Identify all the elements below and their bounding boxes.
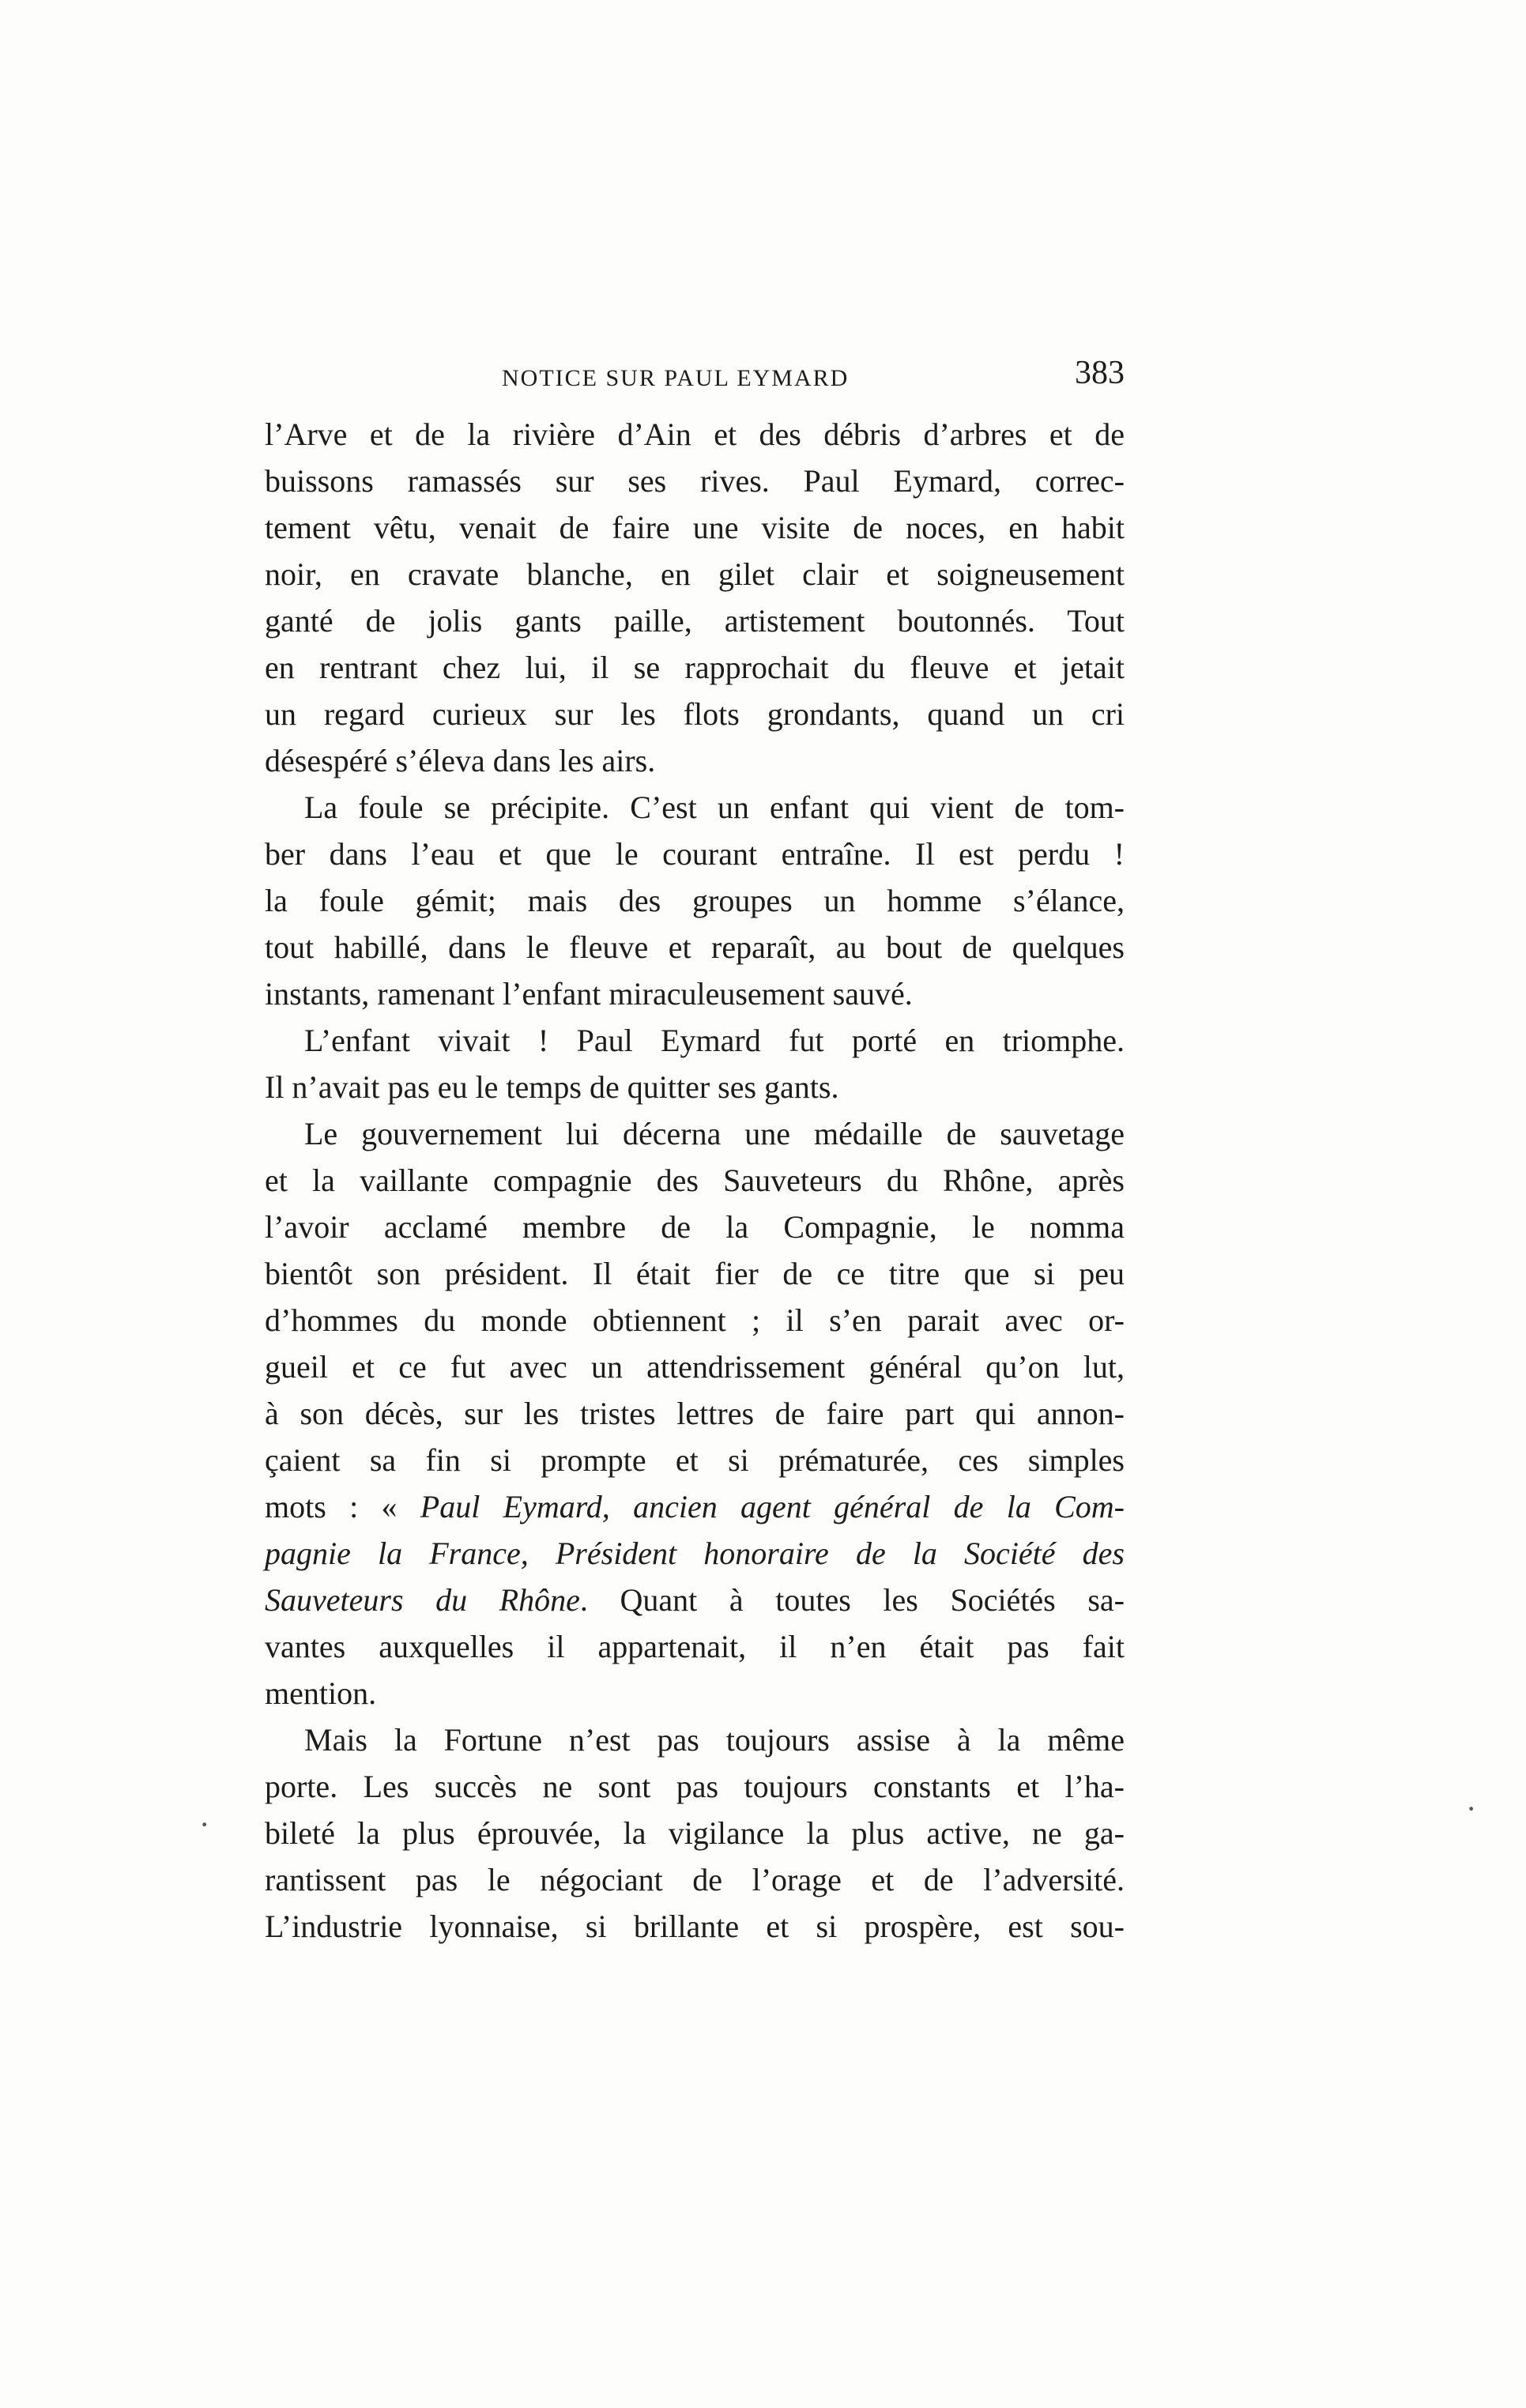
text-line: bileté la plus éprouvée, la vigilance la plus active, ne ga- (265, 1815, 1125, 1851)
running-title: NOTICE SUR PAUL EYMARD (502, 365, 850, 391)
text-line: noir, en cravate blanche, en gilet clair et soigneusement (265, 556, 1125, 592)
text-line: rantissent pas le négociant de l’orage et de l’adversité. (265, 1862, 1125, 1897)
text-line: un regard curieux sur les flots grondants, quand un cri (265, 696, 1125, 732)
text-line: d’hommes du monde obtiennent ; il s’en parait avec or- (265, 1302, 1125, 1338)
text-line: ganté de jolis gants paille, artistement boutonnés. Tout (265, 603, 1125, 639)
text-line: gueil et ce fut avec un attendrissement général qu’on lut, (265, 1349, 1125, 1385)
text-line: en rentrant chez lui, il se rapprochait du fleuve et jetait (265, 650, 1125, 685)
page-number: 383 (1075, 355, 1125, 391)
text-line: Sauveteurs du Rhône. Quant à toutes les Sociétés sa- (265, 1582, 1125, 1618)
text-line: Le gouvernement lui décerna une médaille de sauvetage (304, 1116, 1125, 1151)
text-line: ber dans l’eau et que le courant entraîne. Il est perdu ! (265, 836, 1125, 872)
text-line: l’avoir acclamé membre de la Compagnie, le nomma (265, 1209, 1125, 1245)
text-line: tout habillé, dans le fleuve et reparaît, au bout de quelques (265, 929, 1125, 965)
text-line: pagnie la France, Président honoraire de la Société des (265, 1536, 1125, 1571)
text-line: Il n’avait pas eu le temps de quitter ses gants. (265, 1069, 839, 1105)
text-line: buissons ramassés sur ses rives. Paul Eymard, correc- (265, 463, 1125, 499)
running-head (265, 354, 1125, 401)
text-line: instants, ramenant l’enfant miraculeusement sauvé. (265, 976, 913, 1012)
body-text (265, 411, 1125, 1950)
text-line: L’industrie lyonnaise, si brillante et si prospère, est sou- (265, 1909, 1125, 1944)
text-line: et la vaillante compagnie des Sauveteurs du Rhône, après (265, 1163, 1125, 1198)
text-line: çaient sa fin si prompte et si prématurée, ces simples (265, 1442, 1125, 1478)
ink-speck: · (1466, 1791, 1477, 1826)
text-line: porte. Les succès ne sont pas toujours constants et l’ha- (265, 1769, 1125, 1804)
text-line: vantes auxquelles il appartenait, il n’en était pas fait (265, 1629, 1125, 1664)
ink-speck: · (199, 1807, 210, 1842)
text-line: tement vêtu, venait de faire une visite de noces, en habit (265, 510, 1125, 545)
text-line: la foule gémit; mais des groupes un homme s’élance, (265, 883, 1125, 918)
text-line: l’Arve et de la rivière d’Ain et des débris d’arbres et de (265, 416, 1125, 452)
text-line: mention. (265, 1675, 377, 1711)
text-line: mots : « Paul Eymard, ancien agent général de la Com- (265, 1489, 1125, 1524)
text-line: bientôt son président. Il était fier de ce titre que si peu (265, 1256, 1125, 1291)
text-line: désespéré s’éleva dans les airs. (265, 743, 656, 778)
text-line: La foule se précipite. C’est un enfant qui vient de tom- (304, 789, 1125, 825)
text-line: L’enfant vivait ! Paul Eymard fut porté en triomphe. (304, 1023, 1125, 1058)
text-line: à son décès, sur les tristes lettres de faire part qui annon- (265, 1396, 1125, 1431)
text-line: Mais la Fortune n’est pas toujours assise à la même (304, 1722, 1125, 1758)
